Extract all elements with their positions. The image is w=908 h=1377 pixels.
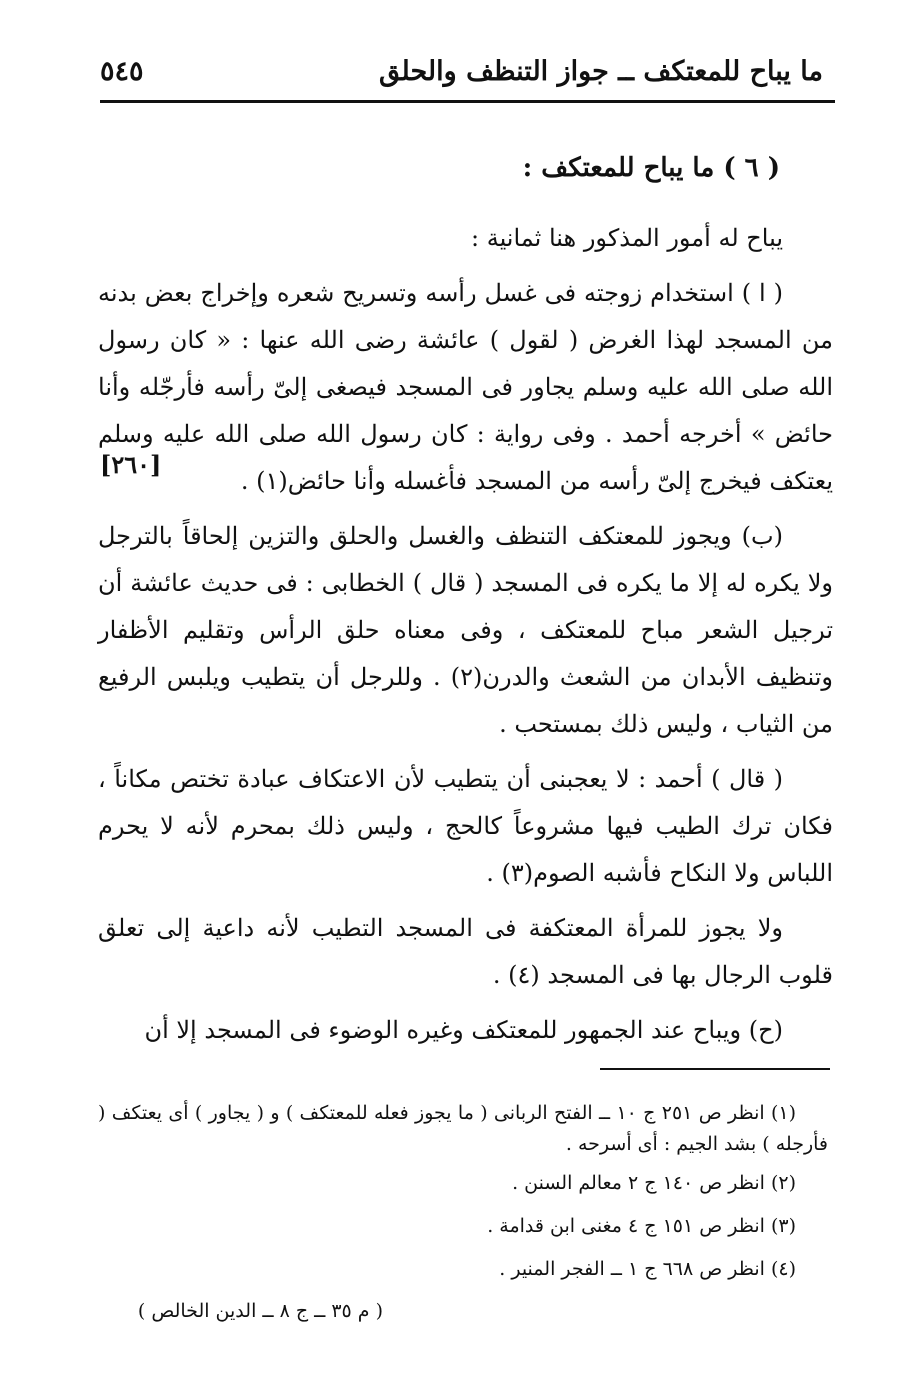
paragraph: ( قال ) أحمد : لا يعجبنى أن يتطيب لأن الاعتكاف عبادة تختص مكاناً ، فكان ترك الطيب فيها مشروعاً كالحج ، وليس ذلك بمحرم لأنه لا يحرم اللباس ولا النكاح فأشبه الصوم(٣) . xyxy=(98,765,833,887)
footnote: (٤) انظر ص ٦٦٨ ج ١ ــ الفجر المنير . xyxy=(499,1258,796,1280)
hadith-number: [٢٦٠] xyxy=(100,450,162,479)
footnote-divider xyxy=(600,1068,830,1070)
page-number: ٥٤٥ xyxy=(100,56,144,87)
footnote: (٢) انظر ص ١٤٠ ج ٢ معالم السنن . xyxy=(512,1172,796,1194)
paragraph: ولا يجوز للمرأة المعتكفة فى المسجد التطيب لأنه داعية إلى تعلق قلوب الرجال بها فى المسجد (٤) . xyxy=(98,914,833,989)
paragraph: (ب) ويجوز للمعتكف التنظف والغسل والحلق والتزين إلحاقاً بالترجل ولا يكره له إلا ما يكره فى المسجد ( قال ) الخطابى : فى حديث عائشة أن ترجيل الشعر مباح للمعتكف ، وفى معناه حلق الرأس وتقليم الأظفار وتنظيف الأبدان من الشعث والدرن(٢) . وللرجل أن يتطيب ويلبس الرفيع من الثياب ، وليس ذلك بمستحب . xyxy=(98,522,833,738)
section-heading: ( ٦ ) ما يباح للمعتكف : xyxy=(522,153,780,183)
page-header xyxy=(100,52,835,103)
running-title: ما يباح للمعتكف ــ جواز التنظف والحلق xyxy=(379,56,823,87)
volume-signature: ( م ٣٥ ــ ج ٨ ــ الدين الخالص ) xyxy=(137,1300,383,1322)
footnotes xyxy=(98,1098,828,1297)
paragraph: يباح له أمور المذكور هنا ثمانية : xyxy=(470,224,783,252)
paragraph: ( ا ) استخدام زوجته فى غسل رأسه وتسريح شعره وإخراج بعض بدنه من المسجد لهذا الغرض ( لقول ) عائشة رضى الله عنها : « كان رسول الله صلى الله عليه وسلم يجاور فى المسجد فيصغى إلىّ رأسه فأرجّله وأنا حائض » أخرجه أحمد . وفى رواية : كان رسول الله صلى الله عليه وسلم يعتكف فيخرج إلىّ رأسه من المسجد فأغسله وأنا حائض(١) . xyxy=(98,279,833,495)
footnote: (٣) انظر ص ١٥١ ج ٤ مغنى ابن قدامة . xyxy=(487,1215,796,1237)
paragraph: (ح) ويباح عند الجمهور للمعتكف وغيره الوضوء فى المسجد إلا أن xyxy=(144,1016,783,1044)
main-text xyxy=(98,215,833,1062)
footnote: (١) انظر ص ٢٥١ ج ١٠ ــ الفتح الربانى ( ما يجوز فعله للمعتكف ) و ( يجاور ) أى يعتكف ( فأرجله ) بشد الجيم : أى أسرحه . xyxy=(98,1102,828,1155)
